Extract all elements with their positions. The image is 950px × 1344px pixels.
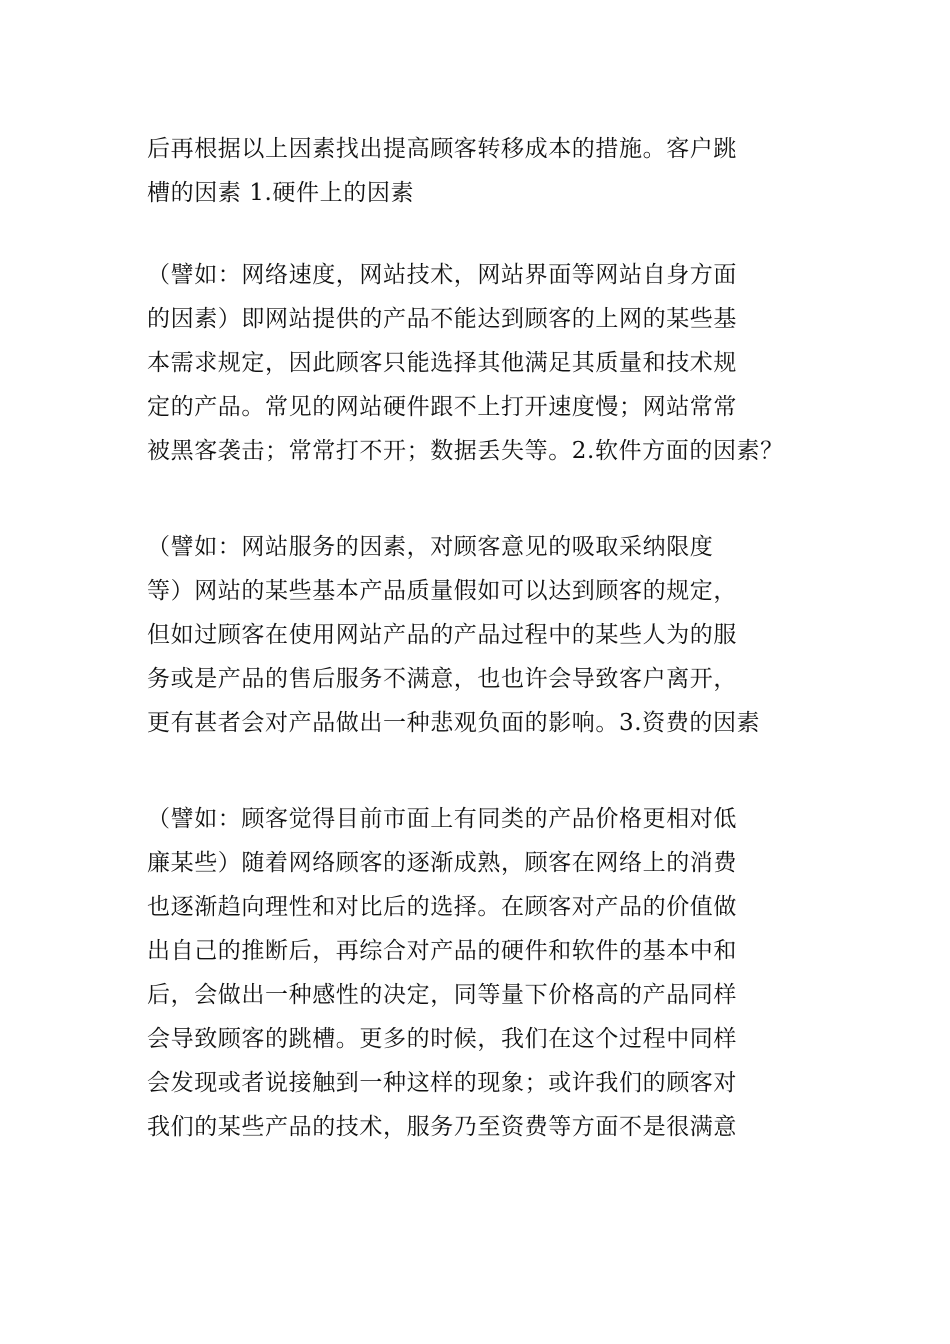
text-line: 也逐渐趋向理性和对比后的选择。在顾客对产品的价值做 — [147, 894, 737, 920]
paragraph-software-factors — [147, 525, 760, 745]
text-line: 会发现或者说接触到一种这样的现象；或许我们的顾客对 — [147, 1070, 737, 1096]
text-line: 会导致顾客的跳槽。更多的时候，我们在这个过程中同样 — [147, 1026, 737, 1052]
text-line: （譬如：网站服务的因素，对顾客意见的吸取采纳限度 — [147, 534, 714, 560]
text-line: 后再根据以上因素找出提高顾客转移成本的措施。客户跳 — [147, 136, 737, 162]
paragraph-intro — [147, 127, 737, 215]
text-line: 被黑客袭击；常常打不开；数据丢失等。2.软件方面的因素？ — [147, 438, 784, 464]
text-line: 更有甚者会对产品做出一种悲观负面的影响。3.资费的因素 — [147, 710, 761, 736]
text-line: （譬如：网络速度，网站技术，网站界面等网站自身方面 — [147, 262, 737, 288]
text-line: 但如过顾客在使用网站产品的产品过程中的某些人为的服 — [147, 622, 737, 648]
text-line: 务或是产品的售后服务不满意，也也许会导致客户离开， — [147, 666, 737, 692]
text-line: （譬如：顾客觉得目前市面上有同类的产品价格更相对低 — [147, 806, 737, 832]
text-line: 槽的因素 1.硬件上的因素 — [147, 180, 415, 206]
text-line: 等）网站的某些基本产品质量假如可以达到顾客的规定， — [147, 578, 737, 604]
text-line: 我们的某些产品的技术，服务乃至资费等方面不是很满意 — [147, 1114, 737, 1140]
paragraph-pricing-factors — [147, 797, 737, 1149]
text-line: 廉某些）随着网络顾客的逐渐成熟，顾客在网络上的消费 — [147, 850, 737, 876]
text-line: 后，会做出一种感性的决定，同等量下价格高的产品同样 — [147, 982, 737, 1008]
text-line: 出自己的推断后，再综合对产品的硬件和软件的基本中和 — [147, 938, 737, 964]
text-line: 的因素）即网站提供的产品不能达到顾客的上网的某些基 — [147, 306, 737, 332]
text-line: 定的产品。常见的网站硬件跟不上打开速度慢；网站常常 — [147, 394, 737, 420]
paragraph-hardware-factors — [147, 253, 784, 473]
text-line: 本需求规定，因此顾客只能选择其他满足其质量和技术规 — [147, 350, 737, 376]
